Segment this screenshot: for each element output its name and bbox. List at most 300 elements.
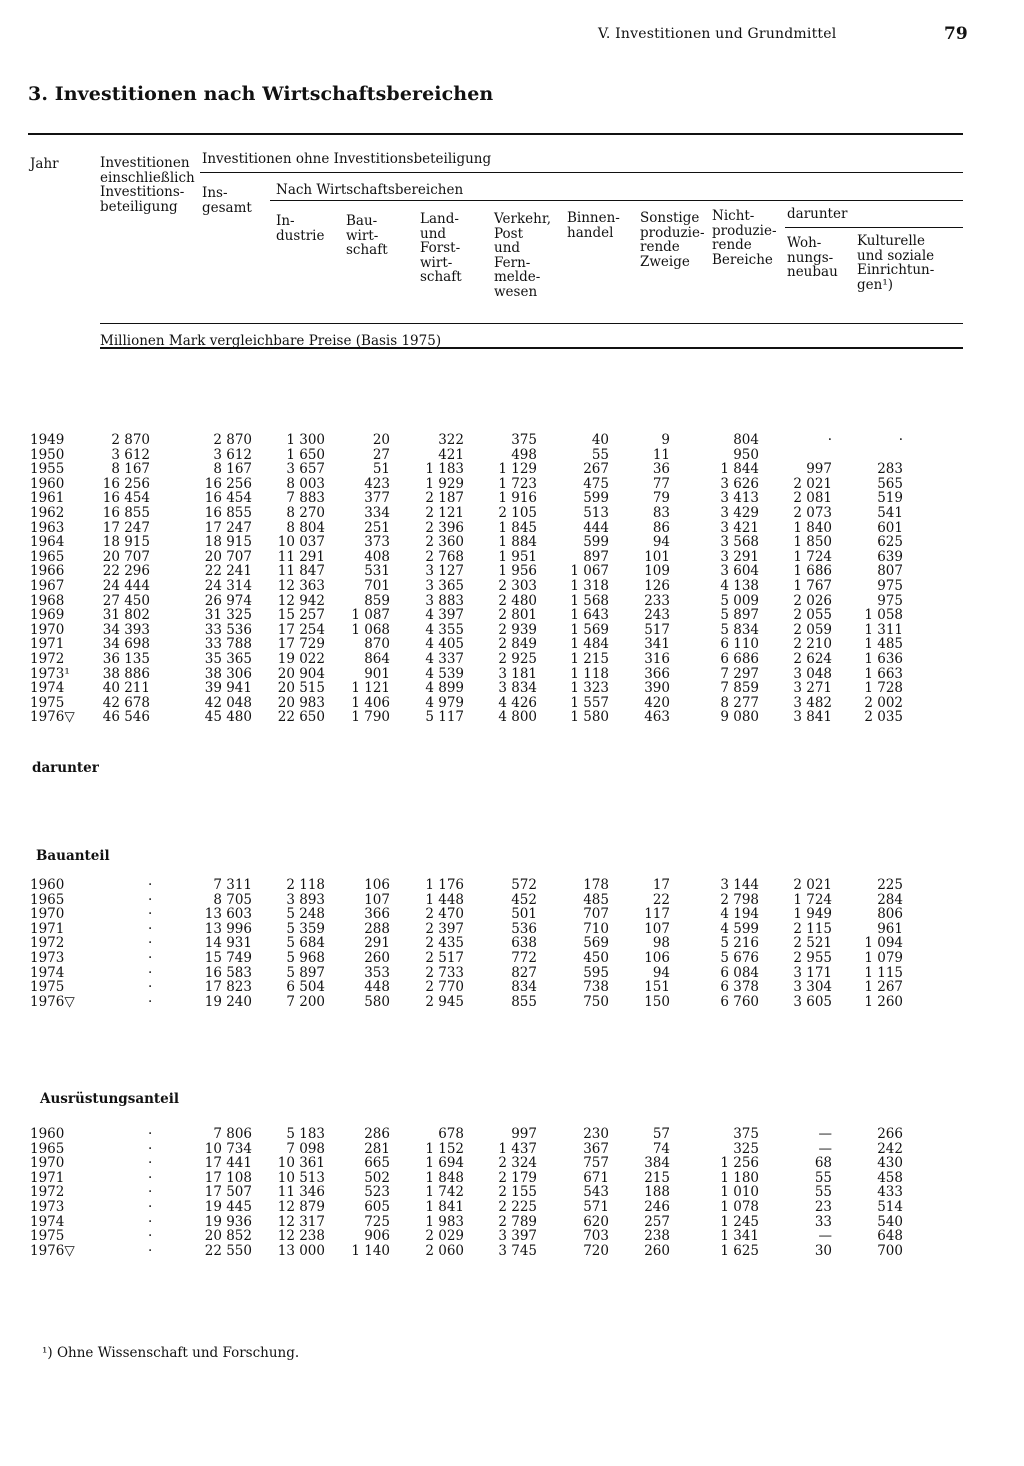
table-cell: 7 311 [213, 877, 252, 893]
table-cell: · [148, 1140, 153, 1157]
table-cell: 38 886 [102, 665, 150, 682]
table-cell: 3 883 [425, 592, 464, 609]
table-cell: · [148, 1228, 153, 1245]
table-row [0, 921, 1024, 936]
header-land-forst [420, 212, 462, 285]
table-cell: 638 [511, 935, 537, 952]
table-cell: 2 939 [498, 621, 537, 638]
table-cell: 1 568 [570, 592, 609, 609]
table-row [0, 1126, 1024, 1141]
table-cell: 1 215 [570, 651, 609, 667]
table-cell: 107 [364, 891, 390, 908]
table-cell: 3 604 [720, 563, 759, 580]
table-cell: 625 [877, 534, 903, 551]
table-cell: 2 480 [498, 592, 537, 609]
table-cell: 2 060 [425, 1242, 464, 1259]
table-cell: 36 [652, 461, 670, 478]
table-cell: 3 626 [720, 475, 759, 492]
table-cell: 77 [652, 475, 670, 492]
table-cell: 10 734 [204, 1140, 252, 1157]
table-cell: 4 405 [425, 636, 464, 653]
chapter-header: V. Investitionen und Grundmittel [598, 26, 837, 42]
table-cell: 2 055 [793, 607, 832, 624]
header-darunter: darunter [787, 206, 848, 222]
table-cell: 19 240 [204, 993, 252, 1010]
header-line: Sonstige [640, 210, 700, 226]
table-cell: 366 [364, 906, 390, 923]
row-year: 1972 [30, 651, 65, 667]
table-cell: 8 705 [213, 891, 252, 908]
table-cell: 10 037 [277, 534, 325, 551]
table-cell: 16 583 [204, 964, 252, 981]
table-cell: 4 599 [720, 920, 759, 937]
page-number: 79 [944, 24, 968, 44]
row-year: 1971 [30, 920, 65, 937]
header-line: Post [494, 225, 524, 242]
header-line: schaft [346, 242, 388, 258]
header-line: wirt- [346, 227, 379, 244]
rule-under-darunter [785, 227, 963, 228]
table-cell: 20 [372, 432, 390, 448]
table-cell: 24 444 [102, 578, 150, 594]
table-cell: 827 [511, 964, 537, 981]
rule-under-ohne [200, 172, 963, 173]
table-cell: 1 010 [720, 1184, 759, 1201]
table-cell: 39 941 [204, 680, 252, 697]
table-cell: 1 569 [570, 621, 609, 638]
table-cell: 19 022 [277, 651, 325, 667]
header-line: Bereiche [712, 251, 773, 268]
table-row [0, 432, 1024, 447]
table-cell: · [148, 979, 153, 996]
table-cell: 30 [814, 1242, 832, 1259]
table-cell: 322 [438, 432, 464, 448]
table-cell: 5 897 [720, 607, 759, 624]
row-year: 1974 [30, 680, 65, 697]
header-insgesamt [202, 186, 252, 215]
row-year: 1971 [30, 636, 65, 653]
table-cell: 283 [877, 461, 903, 478]
table-cell: 367 [583, 1140, 609, 1157]
table-cell: 3 482 [793, 694, 832, 711]
table-cell: 94 [652, 964, 670, 981]
row-year: 1963 [30, 519, 65, 536]
table-cell: 1 129 [498, 461, 537, 478]
table-cell: 1 848 [425, 1169, 464, 1186]
table-cell: 2 470 [425, 906, 464, 923]
table-cell: 1 557 [570, 694, 609, 711]
table-cell: 17 247 [204, 519, 252, 536]
table-cell: · [148, 1242, 153, 1259]
table-title: 3. Investitionen nach Wirtschaftsbereichen [28, 83, 494, 105]
table-cell: 3 048 [793, 665, 832, 682]
table-cell: 68 [814, 1155, 832, 1172]
table-cell: · [148, 1184, 153, 1201]
table-row [0, 447, 1024, 462]
table-row [0, 965, 1024, 980]
table-cell: 772 [511, 950, 537, 966]
table-cell: 3 171 [793, 964, 832, 981]
table-cell: 3 397 [498, 1228, 537, 1245]
table-cell: 6 760 [720, 993, 759, 1010]
table-cell: 17 108 [204, 1169, 252, 1186]
table-cell: 3 271 [793, 680, 832, 697]
table-cell: 83 [652, 505, 670, 521]
table-cell: 3 893 [286, 891, 325, 908]
header-line: Land- [420, 211, 459, 227]
header-line: In- [276, 213, 295, 229]
header-inv-einschl [100, 156, 195, 214]
header-line: Bau- [346, 213, 378, 229]
table-cell: 16 855 [204, 505, 252, 521]
table-cell: 605 [364, 1199, 390, 1215]
table-cell: 8 270 [286, 505, 325, 521]
header-line: schaft [420, 269, 462, 285]
table-cell: 2 303 [498, 578, 537, 594]
table-cell: 55 [591, 446, 609, 463]
table-cell: 46 546 [102, 709, 150, 726]
table-cell: 11 291 [277, 548, 325, 565]
header-line: rende [712, 237, 752, 253]
table-cell: 4 194 [720, 906, 759, 923]
header-line: Nicht- [712, 208, 755, 224]
table-cell: 513 [583, 505, 609, 521]
header-verkehr [494, 212, 551, 299]
table-cell: 33 [814, 1213, 832, 1230]
table-cell: 6 504 [286, 979, 325, 996]
header-nichtprod [712, 209, 777, 267]
table-cell: 7 859 [720, 680, 759, 697]
row-year: 1976▽ [30, 1242, 75, 1259]
header-nach-bereichen: Nach Wirtschaftsbereichen [276, 182, 464, 198]
table-cell: 1 845 [498, 519, 537, 536]
table-cell: 27 450 [102, 592, 150, 609]
table-cell: 17 441 [204, 1155, 252, 1172]
table-cell: 15 257 [277, 607, 325, 624]
table-cell: 16 256 [204, 475, 252, 492]
table-cell: 8 167 [213, 461, 252, 478]
table-cell: 11 847 [277, 563, 325, 580]
rule-above-unit [100, 323, 963, 324]
row-year: 1972 [30, 1184, 65, 1201]
table-cell: 94 [652, 534, 670, 551]
table-row [0, 950, 1024, 965]
section-label-bauanteil: Bauanteil [36, 848, 110, 864]
header-binnenhandel [567, 211, 620, 240]
table-cell: 2 115 [793, 920, 832, 937]
table-cell: 230 [583, 1126, 609, 1142]
table-cell: 284 [877, 891, 903, 908]
table-cell: 1 884 [498, 534, 537, 551]
table-cell: 14 931 [204, 935, 252, 952]
table-cell: 4 899 [425, 680, 464, 697]
table-cell: 665 [364, 1155, 390, 1172]
table-cell: 384 [644, 1155, 670, 1172]
table-cell: · [148, 891, 153, 908]
table-cell: 1 686 [793, 563, 832, 580]
header-line: Investitionen [100, 155, 190, 171]
table-cell: 101 [644, 548, 670, 565]
table-row [0, 695, 1024, 710]
table-cell: 1 663 [864, 665, 903, 682]
table-cell: 543 [583, 1184, 609, 1201]
table-cell: 1 485 [864, 636, 903, 653]
table-cell: 750 [583, 993, 609, 1010]
table-cell: 2 324 [498, 1155, 537, 1172]
table-cell: 7 297 [720, 665, 759, 682]
table-cell: 3 421 [720, 519, 759, 536]
table-cell: 2 121 [425, 505, 464, 521]
header-line: einschließlich [100, 169, 195, 186]
table-row [0, 680, 1024, 695]
table-row [0, 593, 1024, 608]
table-cell: 18 915 [204, 534, 252, 551]
table-cell: 2 624 [793, 651, 832, 667]
row-year: 1961 [30, 490, 65, 507]
row-year: 1976▽ [30, 993, 75, 1010]
table-cell: 4 800 [498, 709, 537, 726]
row-year: 1976▽ [30, 709, 75, 726]
table-cell: 22 550 [204, 1242, 252, 1259]
header-line: melde- [494, 269, 541, 285]
row-year: 1966 [30, 563, 65, 580]
table-cell: 5 216 [720, 935, 759, 952]
table-cell: 375 [511, 432, 537, 448]
table-cell: 738 [583, 979, 609, 996]
table-cell: 22 [652, 891, 670, 908]
table-cell: 20 983 [277, 694, 325, 711]
header-line: handel [567, 224, 614, 241]
row-year: 1949 [30, 432, 65, 448]
table-cell: 373 [364, 534, 390, 551]
table-row [0, 1155, 1024, 1170]
table-cell: 620 [583, 1213, 609, 1230]
table-cell: 700 [877, 1242, 903, 1259]
table-row [0, 476, 1024, 491]
table-cell: 117 [644, 906, 670, 923]
table-cell: 725 [364, 1213, 390, 1230]
table-cell: 366 [644, 665, 670, 682]
table-cell: 5 248 [286, 906, 325, 923]
table-cell: 106 [364, 877, 390, 893]
table-cell: 2 733 [425, 964, 464, 981]
table-cell: 9 080 [720, 709, 759, 726]
table-cell: 5 359 [286, 920, 325, 937]
header-line: gen¹) [857, 276, 894, 293]
table-cell: · [148, 1169, 153, 1186]
table-cell: 1 724 [793, 891, 832, 908]
table-cell: 27 [372, 446, 390, 463]
table-cell: 51 [372, 461, 390, 478]
table-cell: 22 296 [102, 563, 150, 580]
row-year: 1973 [30, 950, 65, 966]
table-cell: 834 [511, 979, 537, 996]
table-cell: 17 247 [102, 519, 150, 536]
table-cell: 444 [583, 519, 609, 536]
table-cell: 448 [364, 979, 390, 996]
table-row [0, 906, 1024, 921]
row-year: 1975 [30, 694, 65, 711]
table-cell: 1 267 [864, 979, 903, 996]
table-cell: · [148, 906, 153, 923]
table-cell: 485 [583, 891, 609, 908]
table-row [0, 520, 1024, 535]
table-cell: 2 870 [213, 432, 252, 448]
table-cell: 2 360 [425, 534, 464, 551]
table-cell: 2 768 [425, 548, 464, 565]
table-cell: 531 [364, 563, 390, 580]
footnote: ¹) Ohne Wissenschaft und Forschung. [42, 1345, 300, 1361]
table-cell: 3 612 [111, 446, 150, 463]
table-cell: 16 855 [102, 505, 150, 521]
table-cell: 2 945 [425, 993, 464, 1010]
table-cell: 40 211 [102, 680, 150, 697]
table-cell: 266 [877, 1126, 903, 1142]
table-cell: 3 834 [498, 680, 537, 697]
table-row [0, 607, 1024, 622]
table-cell: · [148, 950, 153, 966]
table-cell: 1 176 [425, 877, 464, 893]
table-cell: 950 [733, 446, 759, 463]
table-cell: 2 870 [111, 432, 150, 448]
table-row [0, 1184, 1024, 1199]
table-cell: 353 [364, 964, 390, 981]
table-row [0, 666, 1024, 681]
table-cell: 1 650 [286, 446, 325, 463]
table-cell: 4 426 [498, 694, 537, 711]
table-cell: 17 [652, 877, 670, 893]
table-cell: 2 517 [425, 950, 464, 966]
table-cell: 1 406 [351, 694, 390, 711]
table-cell: 215 [644, 1169, 670, 1186]
table-cell: 16 454 [102, 490, 150, 507]
table-cell: 423 [364, 475, 390, 492]
table-cell: 710 [583, 920, 609, 937]
table-cell: 1 767 [793, 578, 832, 594]
table-row [0, 1228, 1024, 1243]
row-year: 1970 [30, 906, 65, 923]
table-cell: 7 806 [213, 1126, 252, 1142]
row-year: 1972 [30, 935, 65, 952]
table-cell: 1 318 [570, 578, 609, 594]
table-cell: 1 580 [570, 709, 609, 726]
table-row [0, 651, 1024, 666]
table-cell: 1 840 [793, 519, 832, 536]
table-cell: 26 974 [204, 592, 252, 609]
table-cell: 15 749 [204, 950, 252, 966]
table-cell: 1 844 [720, 461, 759, 478]
table-cell: 86 [652, 519, 670, 536]
table-cell: 514 [877, 1199, 903, 1215]
table-cell: 961 [877, 920, 903, 937]
header-line: Kulturelle [857, 233, 925, 249]
table-cell: 1 916 [498, 490, 537, 507]
table-cell: 34 698 [102, 636, 150, 653]
table-cell: — [818, 1140, 832, 1157]
table-cell: 2 021 [793, 877, 832, 893]
row-year: 1968 [30, 592, 65, 609]
table-cell: 16 454 [204, 490, 252, 507]
table-cell: 571 [583, 1199, 609, 1215]
table-cell: 463 [644, 709, 670, 726]
header-jahr: Jahr [30, 156, 59, 172]
row-year: 1965 [30, 891, 65, 908]
section-label-darunter: darunter [32, 760, 99, 776]
table-cell: 3 841 [793, 709, 832, 726]
table-cell: 2 225 [498, 1199, 537, 1215]
table-cell: · [148, 993, 153, 1010]
header-line: produzie- [640, 224, 705, 241]
table-cell: 45 480 [204, 709, 252, 726]
table-cell: 291 [364, 935, 390, 952]
table-cell: 3 291 [720, 548, 759, 565]
header-line: Woh- [787, 235, 822, 251]
table-cell: 475 [583, 475, 609, 492]
table-cell: 10 361 [277, 1155, 325, 1172]
table-cell: 1 058 [864, 607, 903, 624]
table-cell: 7 200 [286, 993, 325, 1010]
header-line: wesen [494, 283, 538, 300]
table-cell: 1 183 [425, 461, 464, 478]
table-cell: 859 [364, 592, 390, 609]
table-cell: 639 [877, 548, 903, 565]
table-cell: 897 [583, 548, 609, 565]
table-cell: 9 [661, 432, 670, 448]
header-line: neubau [787, 264, 838, 280]
table-cell: 580 [364, 993, 390, 1010]
table-cell: 233 [644, 592, 670, 609]
table-cell: 3 612 [213, 446, 252, 463]
table-cell: 1 323 [570, 680, 609, 697]
table-cell: 5 684 [286, 935, 325, 952]
table-cell: 325 [733, 1140, 759, 1157]
row-year: 1974 [30, 964, 65, 981]
table-row [0, 877, 1024, 892]
table-cell: 2 955 [793, 950, 832, 966]
table-row [0, 636, 1024, 651]
row-year: 1960 [30, 1126, 65, 1142]
table-row [0, 578, 1024, 593]
table-cell: 377 [364, 490, 390, 507]
table-cell: 1 087 [351, 607, 390, 624]
table-cell: 804 [733, 432, 759, 448]
table-cell: 1 956 [498, 563, 537, 580]
table-cell: · [898, 432, 903, 448]
table-cell: 2 435 [425, 935, 464, 952]
table-cell: 2 521 [793, 935, 832, 952]
table-row [0, 1170, 1024, 1185]
table-row [0, 622, 1024, 637]
table-cell: 1 094 [864, 935, 903, 952]
table-cell: 450 [583, 950, 609, 966]
table-cell: 7 883 [286, 490, 325, 507]
table-cell: 2 925 [498, 651, 537, 667]
row-year: 1965 [30, 548, 65, 565]
table-cell: 1 484 [570, 636, 609, 653]
table-cell: 35 365 [204, 651, 252, 667]
table-cell: 5 834 [720, 621, 759, 638]
header-kulturelle [857, 234, 934, 292]
table-row [0, 994, 1024, 1009]
table-cell: 107 [644, 920, 670, 937]
table-cell: 3 568 [720, 534, 759, 551]
table-row [0, 563, 1024, 578]
table-cell: 74 [652, 1140, 670, 1157]
table-cell: 1 448 [425, 891, 464, 908]
table-cell: · [148, 877, 153, 893]
table-cell: 901 [364, 665, 390, 682]
table-cell: 34 393 [102, 621, 150, 638]
